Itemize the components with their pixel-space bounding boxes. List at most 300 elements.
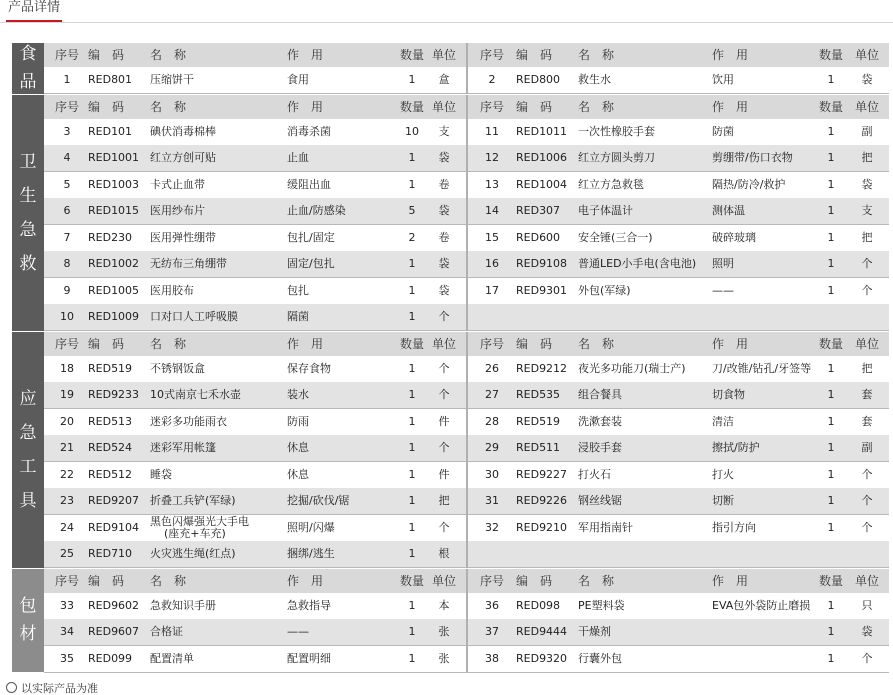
item-no: 27 xyxy=(485,388,499,401)
item-use: 止血/防感染 xyxy=(287,204,346,217)
item-code: RED801 xyxy=(88,73,133,86)
item-unit: 根 xyxy=(438,547,450,560)
item-unit: 个 xyxy=(438,388,450,401)
item-use: 饮用 xyxy=(712,73,734,86)
item-unit: 袋 xyxy=(438,151,450,164)
item-name: 合格证 xyxy=(150,625,183,638)
header-name: 名 称 xyxy=(150,99,187,114)
item-name: 火灾逃生绳(红点) xyxy=(150,547,236,560)
item-unit: 件 xyxy=(438,414,450,428)
item-use: 切食物 xyxy=(712,388,745,401)
item-unit: 把 xyxy=(861,230,873,244)
category-label-char: 救 xyxy=(19,253,37,274)
item-no: 20 xyxy=(60,414,74,428)
item-use: 打火 xyxy=(712,467,734,481)
item-unit: 张 xyxy=(438,625,450,638)
item-qty: 1 xyxy=(827,230,835,244)
item-use: 固定/包扎 xyxy=(287,257,335,270)
column-divider xyxy=(466,569,468,673)
item-unit: 卷 xyxy=(438,230,450,244)
header-no: 序号 xyxy=(479,99,504,114)
item-no: 31 xyxy=(485,494,499,507)
item-unit: 袋 xyxy=(861,625,873,638)
item-unit: 个 xyxy=(861,520,873,534)
item-code: RED1003 xyxy=(88,177,140,191)
category-label-char: 生 xyxy=(19,185,37,206)
item-unit: 个 xyxy=(861,283,873,297)
item-use: —— xyxy=(712,283,734,297)
item-no: 15 xyxy=(485,230,499,244)
item-code: RED9233 xyxy=(88,388,140,401)
item-no: 25 xyxy=(60,547,74,560)
header-name: 名 称 xyxy=(150,336,187,351)
header-qty: 数量 xyxy=(399,99,424,114)
item-use xyxy=(712,646,822,673)
header-unit: 单位 xyxy=(431,99,456,114)
header-code: 编 码 xyxy=(516,99,553,114)
item-name: 医用胶布 xyxy=(150,283,194,297)
item-no: 23 xyxy=(60,494,74,507)
item-use: 剪绷带/伤口衣物 xyxy=(712,151,793,164)
header-name: 名 称 xyxy=(578,48,615,62)
category-label-char: 急 xyxy=(19,219,37,240)
category-label-char: 卫 xyxy=(19,151,37,172)
header-no: 序号 xyxy=(54,48,79,62)
header-use: 作 用 xyxy=(712,573,749,588)
item-use: 食用 xyxy=(287,73,309,86)
item-unit: 把 xyxy=(861,361,873,375)
item-qty: 1 xyxy=(827,73,835,86)
header-code: 编 码 xyxy=(88,573,125,588)
item-qty: 1 xyxy=(408,625,416,638)
category-firstaid xyxy=(12,95,44,331)
header-no: 序号 xyxy=(479,573,504,588)
item-use: 休息 xyxy=(287,441,309,454)
item-unit: 袋 xyxy=(861,73,873,86)
item-name: 医用弹性绷带 xyxy=(150,230,216,244)
item-qty: 1 xyxy=(408,494,416,507)
item-code: RED519 xyxy=(516,414,561,428)
item-name: PE塑料袋 xyxy=(578,598,625,612)
header-name: 名 称 xyxy=(578,99,615,114)
item-name: 迷彩军用帐篷 xyxy=(150,441,216,454)
item-no: 7 xyxy=(63,230,71,244)
item-code: RED1006 xyxy=(516,151,568,164)
item-unit: 袋 xyxy=(438,283,450,297)
item-no: 3 xyxy=(63,124,71,138)
column-divider xyxy=(466,95,468,331)
item-code: RED230 xyxy=(88,230,133,244)
item-no: 17 xyxy=(485,283,499,297)
item-no: 26 xyxy=(485,361,499,375)
item-name: 打火石 xyxy=(578,467,611,481)
item-name: 压缩饼干 xyxy=(150,73,194,86)
item-unit: 个 xyxy=(438,520,450,534)
item-no: 16 xyxy=(485,257,499,270)
tab-bar xyxy=(0,0,893,23)
item-no: 30 xyxy=(485,467,499,481)
item-use: 隔菌 xyxy=(287,310,309,323)
item-name: 折叠工兵铲(军绿) xyxy=(150,494,236,507)
item-qty: 1 xyxy=(827,204,835,217)
item-use: 包扎/固定 xyxy=(287,230,335,244)
item-use: 防菌 xyxy=(712,124,734,138)
item-name: 迷彩多功能雨衣 xyxy=(150,414,227,428)
item-unit: 只 xyxy=(861,598,873,612)
item-use: 刀/改锥/钻孔/牙签等 xyxy=(712,361,812,375)
item-code: RED9602 xyxy=(88,598,140,612)
item-qty: 1 xyxy=(408,283,416,297)
item-code: RED101 xyxy=(88,124,133,138)
header-name: 名 称 xyxy=(150,48,187,62)
item-unit: 袋 xyxy=(861,177,873,191)
header-code: 编 码 xyxy=(88,48,125,62)
category-food xyxy=(12,43,44,94)
item-name: 红立方创可贴 xyxy=(150,151,216,164)
item-qty: 1 xyxy=(408,151,416,164)
item-use: 包扎 xyxy=(287,283,309,297)
item-name: 外包(军绿) xyxy=(578,283,631,297)
item-code: RED307 xyxy=(516,204,561,217)
item-qty: 1 xyxy=(827,520,835,534)
item-code: RED1005 xyxy=(88,283,140,297)
column-divider xyxy=(466,43,468,94)
item-use: 挖掘/砍伐/锯 xyxy=(287,494,350,507)
header-no: 序号 xyxy=(479,48,504,62)
item-unit: 个 xyxy=(438,361,450,375)
item-use: 止血 xyxy=(287,151,309,164)
category-label-char: 急 xyxy=(19,422,37,443)
item-code: RED9607 xyxy=(88,625,140,638)
header-unit: 单位 xyxy=(854,573,879,588)
item-no: 36 xyxy=(485,598,499,612)
item-no: 29 xyxy=(485,441,499,454)
item-qty: 1 xyxy=(408,598,416,612)
item-unit: 个 xyxy=(861,467,873,481)
item-use: 保存食物 xyxy=(287,361,331,375)
item-name: 不锈钢饭盒 xyxy=(150,361,205,375)
item-code: RED099 xyxy=(88,651,133,665)
item-use: —— xyxy=(287,625,309,638)
item-unit: 本 xyxy=(438,598,450,612)
item-qty: 1 xyxy=(827,494,835,507)
header-no: 序号 xyxy=(54,336,79,351)
item-name: 口对口人工呼吸膜 xyxy=(150,310,238,323)
item-use: 装水 xyxy=(287,388,309,401)
item-qty: 1 xyxy=(827,151,835,164)
column-divider xyxy=(466,332,468,568)
item-unit: 把 xyxy=(438,494,450,507)
item-no: 22 xyxy=(60,467,74,481)
item-name: 睡袋 xyxy=(150,467,172,481)
item-unit: 个 xyxy=(861,651,873,665)
item-no: 34 xyxy=(60,625,74,638)
tab-product-details[interactable]: 产品详情 xyxy=(6,0,62,22)
item-code: RED511 xyxy=(516,441,561,454)
item-code: RED600 xyxy=(516,230,561,244)
header-name: 名 称 xyxy=(150,573,187,588)
item-unit: 件 xyxy=(438,467,450,481)
item-no: 11 xyxy=(485,124,499,138)
info-icon xyxy=(6,682,17,693)
item-use: 照明 xyxy=(712,257,734,270)
item-unit: 张 xyxy=(438,651,450,665)
item-name xyxy=(150,515,280,543)
item-qty: 1 xyxy=(408,441,416,454)
item-use: 清洁 xyxy=(712,414,734,428)
item-code: RED1002 xyxy=(88,257,140,270)
item-qty: 1 xyxy=(408,651,416,665)
item-use: 配置明细 xyxy=(287,651,331,665)
item-name: 红立方急救毯 xyxy=(578,177,644,191)
item-name: 洗漱套装 xyxy=(578,414,622,428)
item-unit: 支 xyxy=(861,204,873,217)
item-unit: 副 xyxy=(861,124,873,138)
item-code: RED1004 xyxy=(516,177,568,191)
item-use: 切断 xyxy=(712,494,734,507)
item-name: 配置清单 xyxy=(150,651,194,665)
header-code: 编 码 xyxy=(516,336,553,351)
header-use: 作 用 xyxy=(287,336,324,351)
item-name: 干燥剂 xyxy=(578,625,611,638)
item-name: 一次性橡胶手套 xyxy=(578,124,655,138)
item-unit: 袋 xyxy=(438,204,450,217)
item-qty: 1 xyxy=(408,177,416,191)
item-qty: 1 xyxy=(408,388,416,401)
item-no: 9 xyxy=(63,283,71,297)
item-name: 医用纱布片 xyxy=(150,204,205,217)
item-use: 缓阻出血 xyxy=(287,177,331,191)
item-unit: 个 xyxy=(861,257,873,270)
item-code: RED9210 xyxy=(516,520,568,534)
item-no: 5 xyxy=(63,177,71,191)
item-code: RED9444 xyxy=(516,625,568,638)
item-code: RED9227 xyxy=(516,467,568,481)
footer-note-text: 以实际产品为准 xyxy=(21,682,98,695)
item-qty: 1 xyxy=(408,310,416,323)
item-no: 19 xyxy=(60,388,74,401)
header-use: 作 用 xyxy=(287,99,324,114)
item-qty: 1 xyxy=(827,598,835,612)
header-unit: 单位 xyxy=(431,573,456,588)
item-no: 10 xyxy=(60,310,74,323)
category-label-char: 应 xyxy=(19,388,37,409)
item-unit: 盒 xyxy=(438,73,450,86)
header-unit: 单位 xyxy=(431,336,456,351)
item-code: RED535 xyxy=(516,388,561,401)
item-name: 无纺布三角绷带 xyxy=(150,257,227,270)
item-code: RED098 xyxy=(516,598,561,612)
item-no: 24 xyxy=(60,520,74,534)
header-use: 作 用 xyxy=(287,573,324,588)
item-no: 35 xyxy=(60,651,74,665)
item-no: 28 xyxy=(485,414,499,428)
item-name: 行囊外包 xyxy=(578,651,622,665)
item-unit: 个 xyxy=(438,441,450,454)
item-no: 33 xyxy=(60,598,74,612)
item-unit: 套 xyxy=(861,388,873,401)
item-name: 安全锤(三合一) xyxy=(578,230,653,244)
item-code: RED1011 xyxy=(516,124,568,138)
item-qty: 1 xyxy=(827,651,835,665)
item-use: 指引方向 xyxy=(712,520,756,534)
item-use: 消毒杀菌 xyxy=(287,124,331,138)
item-no: 6 xyxy=(63,204,71,217)
item-code: RED9301 xyxy=(516,283,568,297)
item-code: RED1015 xyxy=(88,204,140,217)
item-name: 碘伏消毒棉棒 xyxy=(150,124,216,138)
header-qty: 数量 xyxy=(399,336,424,351)
item-no: 1 xyxy=(63,73,71,86)
header-use: 作 用 xyxy=(712,336,749,351)
footer-note xyxy=(6,682,98,695)
item-no: 8 xyxy=(63,257,71,270)
item-unit: 支 xyxy=(438,124,450,138)
item-qty: 2 xyxy=(408,230,416,244)
item-qty: 1 xyxy=(827,283,835,297)
header-qty: 数量 xyxy=(818,573,843,588)
item-qty: 1 xyxy=(827,388,835,401)
item-name: 组合餐具 xyxy=(578,388,622,401)
item-use: 照明/闪爆 xyxy=(287,520,335,534)
item-use xyxy=(712,619,822,646)
item-use: 擦拭/防护 xyxy=(712,441,760,454)
header-no: 序号 xyxy=(479,336,504,351)
item-code: RED1009 xyxy=(88,310,140,323)
item-unit: 把 xyxy=(861,151,873,164)
item-qty: 1 xyxy=(408,467,416,481)
item-name: 普通LED小手电(含电池) xyxy=(578,257,697,270)
item-qty: 1 xyxy=(827,441,835,454)
item-use: 防雨 xyxy=(287,414,309,428)
item-unit: 副 xyxy=(861,441,873,454)
header-unit: 单位 xyxy=(431,48,456,62)
header-no: 序号 xyxy=(54,573,79,588)
item-qty: 1 xyxy=(408,547,416,560)
header-qty: 数量 xyxy=(818,336,843,351)
item-use: 破碎玻璃 xyxy=(712,230,756,244)
item-qty: 1 xyxy=(827,467,835,481)
item-code: RED524 xyxy=(88,441,133,454)
item-qty: 10 xyxy=(405,124,419,138)
item-qty: 1 xyxy=(827,124,835,138)
item-code: RED513 xyxy=(88,414,133,428)
item-qty: 1 xyxy=(827,257,835,270)
item-unit: 套 xyxy=(861,414,873,428)
item-name: 电子体温计 xyxy=(578,204,633,217)
category-label-char: 材 xyxy=(19,624,37,645)
item-code: RED1001 xyxy=(88,151,140,164)
item-name-line1: 黑色闪爆强光大手电 xyxy=(150,514,249,528)
item-code: RED800 xyxy=(516,73,561,86)
item-qty: 1 xyxy=(827,361,835,375)
header-use: 作 用 xyxy=(712,99,749,114)
item-no: 4 xyxy=(63,151,71,164)
item-code: RED9226 xyxy=(516,494,568,507)
item-code: RED9108 xyxy=(516,257,568,270)
category-label-char: 具 xyxy=(19,490,37,511)
item-no: 12 xyxy=(485,151,499,164)
header-unit: 单位 xyxy=(854,48,879,62)
item-code: RED9104 xyxy=(88,520,140,534)
item-code: RED9320 xyxy=(516,651,568,665)
item-qty: 1 xyxy=(408,73,416,86)
item-name: 军用指南针 xyxy=(578,520,633,534)
header-unit: 单位 xyxy=(854,336,879,351)
item-qty: 1 xyxy=(408,257,416,270)
item-qty: 1 xyxy=(408,520,416,534)
item-name: 红立方圆头剪刀 xyxy=(578,151,655,164)
item-name: 卡式止血带 xyxy=(150,177,205,191)
item-use: EVA包外袋防止磨损 xyxy=(712,598,811,612)
item-use: 测体温 xyxy=(712,204,745,217)
header-qty: 数量 xyxy=(399,573,424,588)
header-name: 名 称 xyxy=(578,573,615,588)
item-no: 37 xyxy=(485,625,499,638)
header-name: 名 称 xyxy=(578,336,615,351)
header-code: 编 码 xyxy=(88,99,125,114)
header-use: 作 用 xyxy=(287,48,324,62)
item-name: 救生水 xyxy=(578,73,611,86)
item-unit: 袋 xyxy=(438,257,450,270)
item-no: 18 xyxy=(60,361,74,375)
header-qty: 数量 xyxy=(818,99,843,114)
header-code: 编 码 xyxy=(88,336,125,351)
header-unit: 单位 xyxy=(854,99,879,114)
item-qty: 1 xyxy=(408,361,416,375)
item-code: RED512 xyxy=(88,467,133,481)
header-use: 作 用 xyxy=(712,48,749,62)
item-no: 21 xyxy=(60,441,74,454)
item-no: 32 xyxy=(485,520,499,534)
header-code: 编 码 xyxy=(516,48,553,62)
item-unit: 个 xyxy=(861,494,873,507)
item-use: 捆绑/逃生 xyxy=(287,547,335,560)
item-qty: 1 xyxy=(408,414,416,428)
item-unit: 个 xyxy=(438,310,450,323)
category-label-char: 食 xyxy=(19,44,37,65)
item-code: RED9212 xyxy=(516,361,568,375)
header-qty: 数量 xyxy=(399,48,424,62)
item-code: RED710 xyxy=(88,547,133,560)
item-no: 14 xyxy=(485,204,499,217)
item-use: 隔热/防冷/救护 xyxy=(712,177,786,191)
item-qty: 1 xyxy=(827,414,835,428)
header-code: 编 码 xyxy=(516,573,553,588)
item-qty: 1 xyxy=(827,177,835,191)
item-name: 10式南京七禾水壶 xyxy=(150,388,241,401)
category-tools xyxy=(12,332,44,568)
item-qty: 1 xyxy=(827,625,835,638)
item-name: 钢丝线锯 xyxy=(578,494,622,507)
item-code: RED9207 xyxy=(88,494,140,507)
item-no: 13 xyxy=(485,177,499,191)
header-no: 序号 xyxy=(54,99,79,114)
item-name: 浸胶手套 xyxy=(578,441,622,454)
item-qty: 5 xyxy=(408,204,416,217)
item-name: 夜光多功能刀(瑞士产) xyxy=(578,361,686,375)
header-qty: 数量 xyxy=(818,48,843,62)
item-code: RED519 xyxy=(88,361,133,375)
category-packing xyxy=(12,569,44,673)
item-name-line2: (座充+车充) xyxy=(164,526,226,540)
item-unit: 卷 xyxy=(438,177,450,191)
item-no: 2 xyxy=(488,73,496,86)
item-no: 38 xyxy=(485,651,499,665)
item-name: 急救知识手册 xyxy=(150,598,216,612)
category-label-char: 工 xyxy=(19,456,37,477)
category-label-char: 品 xyxy=(19,72,37,93)
